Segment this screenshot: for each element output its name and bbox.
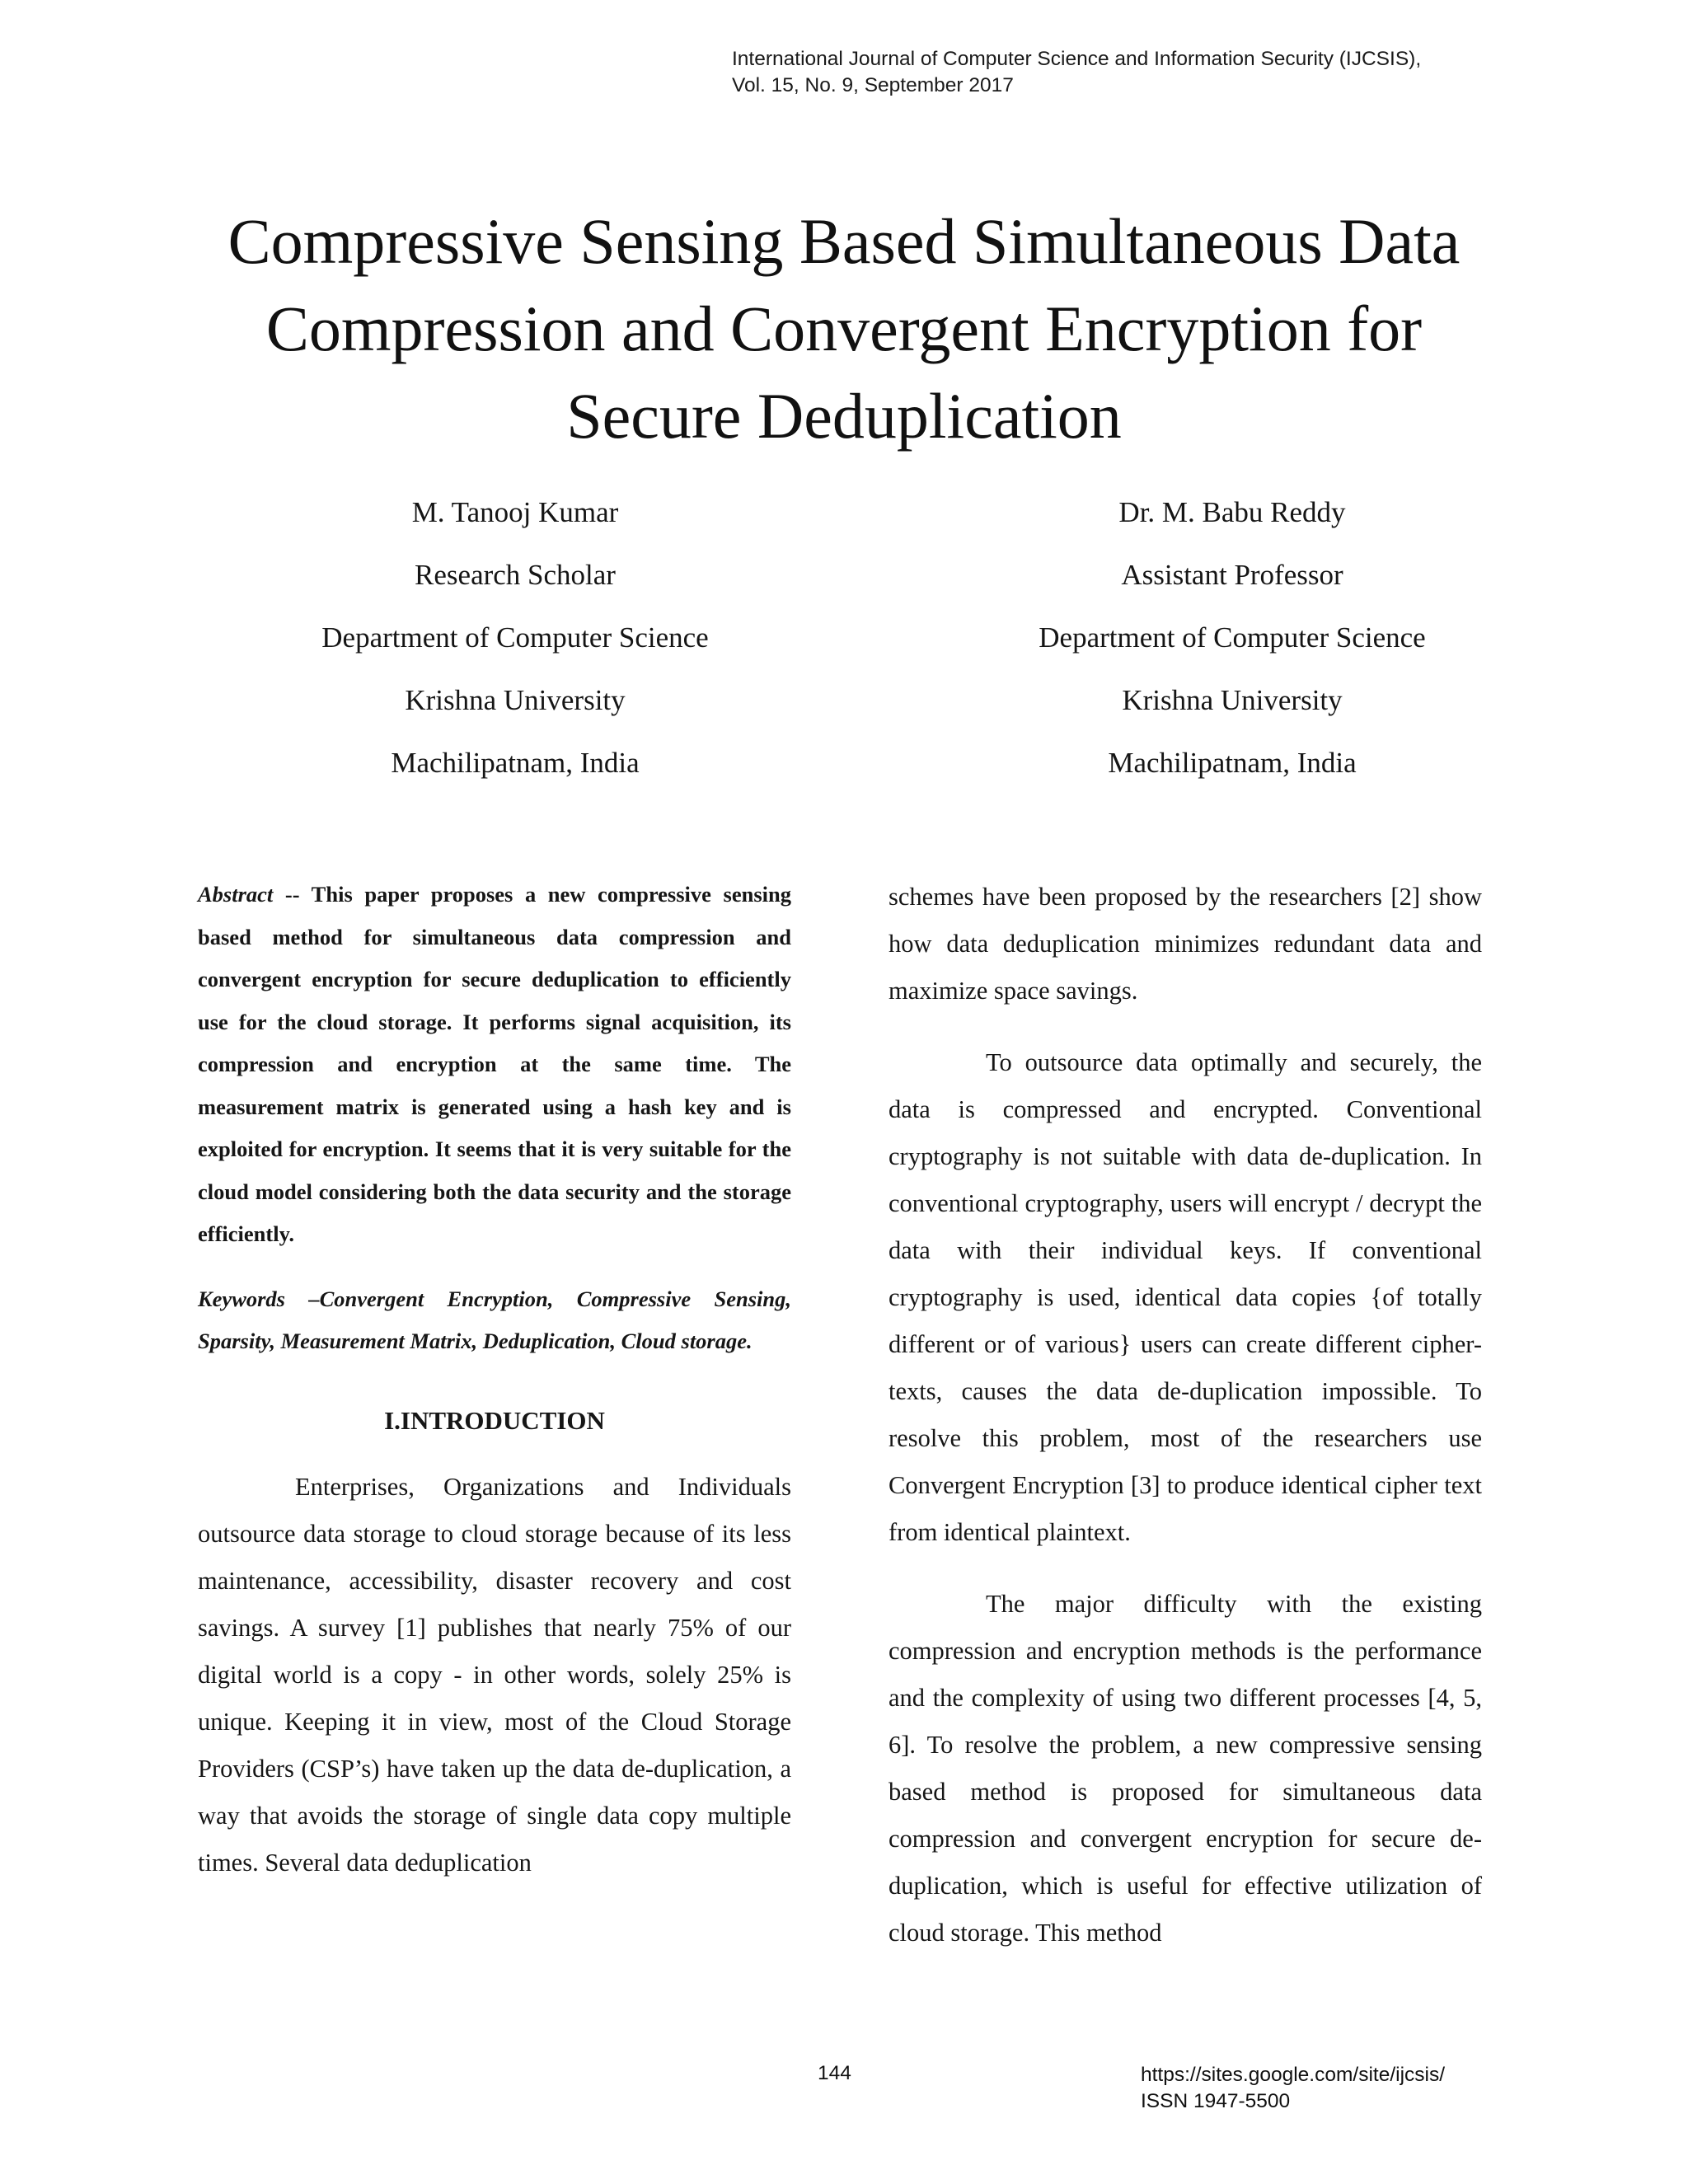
- intro-paragraph-4: The major difficulty with the existing compression and encryption methods is the performance and the complexity of using two different processes [4, 5, 6]. To resolve the problem, a new compressive sensing based method is proposed for simultaneous data compression and convergent encryption for secure de-duplication, which is useful for effective utilization of cloud storage. This method: [889, 1590, 1482, 1947]
- author-name: Dr. M. Babu Reddy: [1118, 496, 1346, 528]
- abstract-label: Abstract: [198, 882, 274, 907]
- author-block-2: [968, 481, 1496, 794]
- author-block-1: [251, 481, 779, 794]
- intro-paragraph-1: Enterprises, Organizations and Individuals outsource data storage to cloud storage because of its less maintenance, accessibility, disaster recovery and cost savings. A survey [1] publishes that nearly 75% of our digital world is a copy - in other words, solely 25% is unique. Keeping it in view, most of the Cloud Storage Providers (CSP’s) have taken up the data de-duplication, a way that avoids the storage of single data copy multiple times. Several data deduplication: [198, 1472, 791, 1877]
- title-line-2: Compression and Convergent Encryption for: [265, 293, 1423, 364]
- title-line-3: Secure Deduplication: [566, 380, 1122, 452]
- section-heading-introduction: I.INTRODUCTION: [384, 1405, 605, 1435]
- page-number: 144: [818, 2062, 851, 2084]
- intro-paragraph-3: To outsource data optimally and securely, the data is compressed and encrypted. Conventional cryptography is not suitable with data de-duplication. In conventional cryptography, users will encrypt / decrypt the data with their individual keys. If conventional cryptography is used, identical data copies {of totally different or of various} users can create different cipher-texts, causes the data de-duplication impossible. To resolve this problem, most of the researchers use Convergent Encryption [3] to produce identical cipher text from identical plaintext.: [889, 1048, 1482, 1546]
- author-name: M. Tanooj Kumar: [411, 496, 619, 528]
- author-location: Machilipatnam, India: [1108, 747, 1357, 779]
- journal-header: [732, 46, 1606, 99]
- footer-info: [1141, 2062, 1445, 2115]
- abstract: [198, 874, 791, 1256]
- left-column: [198, 874, 791, 1886]
- abstract-text: -- This paper proposes a new compressive sensing based method for simultaneous data compression and convergent encryption for secure deduplication to efficiently use for the cloud storage. It performs signal acquisition, its compression and encryption at the same time. The measurement matrix is generated using a hash key and is exploited for encryption. It seems that it is very suitable for the cloud model considering both the data security and the storage efficiently.: [198, 882, 791, 1246]
- author-location: Machilipatnam, India: [391, 747, 640, 779]
- right-column: [889, 874, 1482, 1957]
- author-department: Department of Computer Science: [321, 621, 709, 654]
- footer-url[interactable]: https://sites.google.com/site/ijcsis/: [1141, 2064, 1446, 2086]
- paper-title: [102, 198, 1586, 460]
- author-role: Assistant Professor: [1121, 559, 1343, 591]
- journal-volume: Vol. 15, No. 9, September 2017: [732, 74, 1014, 96]
- journal-name: International Journal of Computer Science and Information Security (IJCSIS),: [732, 48, 1422, 70]
- author-university: Krishna University: [405, 684, 626, 716]
- keywords: Keywords –Convergent Encryption, Compressive Sensing, Sparsity, Measurement Matrix, Deduplication, Cloud storage.: [198, 1286, 791, 1353]
- author-department: Department of Computer Science: [1039, 621, 1426, 654]
- title-line-1: Compressive Sensing Based Simultaneous Data: [227, 205, 1461, 277]
- footer-issn: ISSN 1947-5500: [1141, 2090, 1291, 2112]
- author-university: Krishna University: [1122, 684, 1343, 716]
- author-role: Research Scholar: [415, 559, 616, 591]
- intro-paragraph-2: schemes have been proposed by the researchers [2] show how data deduplication minimizes redundant data and maximize space savings.: [889, 883, 1482, 1005]
